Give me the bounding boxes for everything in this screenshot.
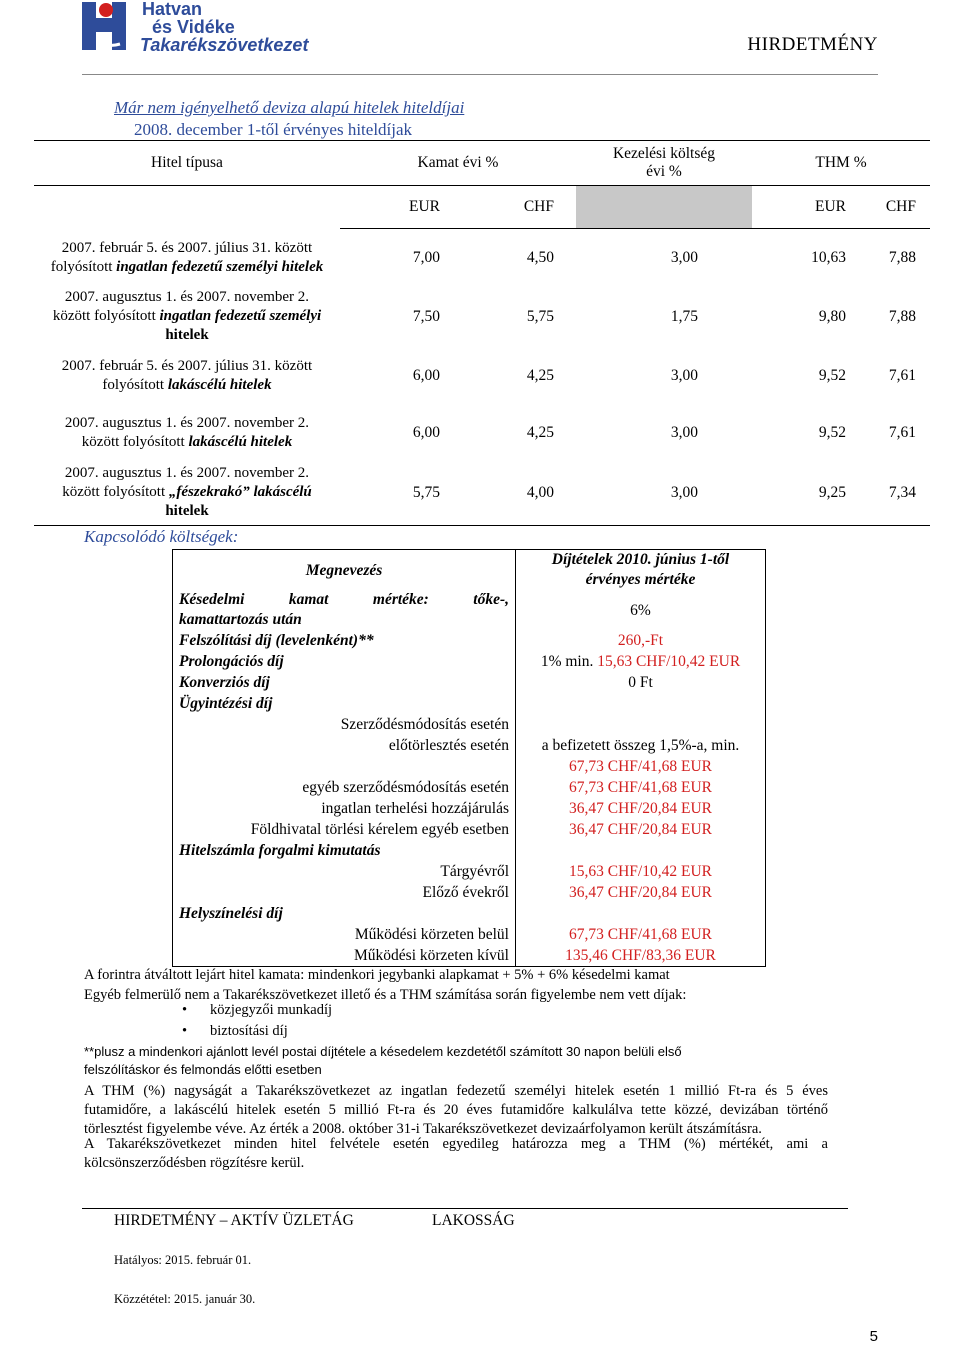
note-overdue-interest: A forintra átváltott lejárt hitel kamata: mindenkori jegybanki alapkamat + 5% + 6% késedelmi kamat [84,967,670,983]
fee-row-land-registry: Földhivatal törlési kérelem egyéb esetben 36,47 CHF/20,84 EUR [173,819,766,840]
value-cell: 3,00 [670,366,698,384]
value-cell: 7,61 [888,366,916,384]
loan-type-cell: 2007. február 5. és 2007. július 31. között folyósított lakáscélú hitelek [61,357,313,393]
fee-row-prev-years: Előző évekről 36,47 CHF/20,84 EUR [173,882,766,903]
logo-line-3: Takarékszövetkezet [140,35,309,55]
currency-eur: EUR [752,186,876,229]
currency-row [34,186,930,229]
thm-paragraph2-line-1: A Takarékszövetkezet minden hitel felvétele esetén egyedileg határozza meg a THM (%) mértékét, ami a [84,1136,828,1152]
fees-col-name: Megnevezés [173,550,516,591]
fee-row-conversion: Konverziós díj 0 Ft [173,672,766,693]
note-postal-line-2: felszólításkor és felmondás előtti esetben [84,1062,322,1077]
value-cell: 4,50 [526,248,554,266]
loan-type-cell: 2007. február 5. és 2007. július 31. között folyósított ingatlan fedezetű személyi hitelek [50,239,324,275]
header-fee-line-2: évi % [646,163,682,180]
fee-row-property: ingatlan terhelési hozzájárulás 36,47 CHF/20,84 EUR [173,798,766,819]
fee-row-notice: Felszólítási díj (levelenként)** 260,-Ft [173,630,766,651]
page-number: 5 [869,1328,878,1345]
page-subtitle: 2008. december 1-től érvényes hiteldíjak [134,120,413,139]
value-cell: 9,80 [818,307,846,325]
footer-segment: LAKOSSÁG [432,1212,515,1229]
fee-row-contract-mod: Szerződésmódosítás esetén [173,714,766,735]
related-costs-title: Kapcsolódó költségek: [84,527,239,546]
table-row [34,347,930,405]
value-cell: 7,88 [888,307,916,325]
fees-header-row [173,550,766,591]
table-row [34,229,930,287]
header-divider [82,74,878,75]
loan-type-cell: 2007. augusztus 1. és 2007. november 2. között folyósított lakáscélú hitelek [64,414,310,450]
header-loan-type: Hitel típusa [34,141,340,186]
header-thm: THM % [752,141,930,186]
value-cell: 7,00 [412,248,440,266]
table-bottom-rule [34,525,930,526]
page-title: Már nem igényelhető deviza alapú hitelek hiteldíjai [114,98,465,117]
header-interest: Kamat évi % [340,141,576,186]
value-cell: 1,75 [670,307,698,325]
currency-chf: CHF [876,186,930,229]
fee-row-admin: Ügyintézési díj [173,693,766,714]
list-item: • közjegyzői munkadíj [182,1000,332,1021]
value-cell: 10,63 [811,248,846,266]
currency-chf: CHF [454,186,576,229]
fees-col-value: Díjtételek 2010. június 1-től érvényes mértéke [516,550,766,591]
value-cell: 9,25 [818,483,846,501]
thm-paragraph-line-3: törlesztést figyelembe véve. Az érték a 2008. október 31-i Takarékszövetkezet devizaárfolyamon került átszámításra. [84,1121,762,1137]
rates-table [34,140,930,526]
value-cell: 9,52 [818,423,846,441]
value-cell: 7,34 [888,483,916,501]
fee-row-late-interest: Késedelmi kamat mértéke: tőke-, kamattartozás után 6% [173,590,766,630]
value-cell: 9,52 [818,366,846,384]
loan-type-cell: 2007. augusztus 1. és 2007. november 2. között folyósított „fészekrakó” lakáscélú hitelek [62,465,312,519]
value-cell: 6,00 [412,366,440,384]
fee-row-other-mod: egyéb szerződésmódosítás esetén 67,73 CHF/41,68 EUR [173,777,766,798]
publication-date: Közzététel: 2015. január 30. [114,1292,256,1306]
loan-type-cell: 2007. augusztus 1. és 2007. november 2. között folyósított ingatlan fedezetű személyi hitelek [52,289,322,343]
value-cell: 4,25 [526,423,554,441]
list-item: • biztosítási díj [182,1021,332,1042]
value-cell: 4,00 [526,483,554,501]
header-fee [576,141,752,186]
table-row [34,405,930,461]
fee-row-prepayment: előtörlesztés esetén a befizetett összeg 1,5%-a, min. 67,73 CHF/41,68 EUR [173,735,766,777]
logo-line-2: és Vidéke [152,17,235,37]
value-cell: 5,75 [412,483,440,501]
fee-row-prolongation: Prolongációs díj 1% min. 15,63 CHF/10,42 EUR [173,651,766,672]
table-row [34,461,930,526]
thm-paragraph-line-2: futamidőre, a lakáscélú hitelek esetén 5 millió Ft-ra és 20 éves futamidőre kalkulálva tette közzé, devizában történő [84,1102,828,1118]
value-cell: 7,50 [412,307,440,325]
value-cell: 3,00 [670,248,698,266]
value-cell: 7,88 [888,248,916,266]
thm-paragraph2-line-2: kölcsönszerződésben rögzítésre kerül. [84,1155,305,1171]
company-logo [82,0,342,60]
fee-row-current-year: Tárgyévről 15,63 CHF/10,42 EUR [173,861,766,882]
header-fee-line-1: Kezelési költség [612,145,715,162]
note-postal-line-1: **plusz a mindenkori ajánlott levél postai díjtétele a késedelem kezdetétől számított 30 napon belüli első [84,1044,682,1059]
value-cell: 3,00 [670,423,698,441]
currency-eur: EUR [340,186,454,229]
fee-row-statement: Hitelszámla forgalmi kimutatás [173,840,766,861]
value-cell: 3,00 [670,483,698,501]
footer-department: HIRDETMÉNY – AKTÍV ÜZLETÁG [114,1212,354,1229]
fee-row-site-visit: Helyszínelési díj [173,903,766,924]
fee-row-outside: Működési körzeten kívül 135,46 CHF/83,36 EUR [173,945,766,967]
note-other-fees: Egyéb felmerülő nem a Takarékszövetkezet illető és a THM számítása során figyelembe nem vett díjak: [84,987,687,1003]
table-row [34,287,930,347]
logo-line-1: Hatvan [142,0,203,19]
table-header-row [34,141,930,186]
fees-table [172,549,766,967]
currency-fee-blank [576,186,752,229]
fee-bullet-list [182,1000,332,1042]
value-cell: 6,00 [412,423,440,441]
fee-row-inside: Működési körzeten belül 67,73 CHF/41,68 EUR [173,924,766,945]
header-title: HIRDETMÉNY [747,34,878,55]
footer-divider [82,1208,848,1209]
value-cell: 5,75 [526,307,554,325]
value-cell: 4,25 [526,366,554,384]
effective-date: Hatályos: 2015. február 01. [114,1253,252,1267]
thm-paragraph-line-1: A THM (%) nagyságát a Takarékszövetkezet az ingatlan fedezetű személyi hitelek esetén 1 millió Ft-ra és 5 éves [84,1083,828,1099]
value-cell: 7,61 [888,423,916,441]
